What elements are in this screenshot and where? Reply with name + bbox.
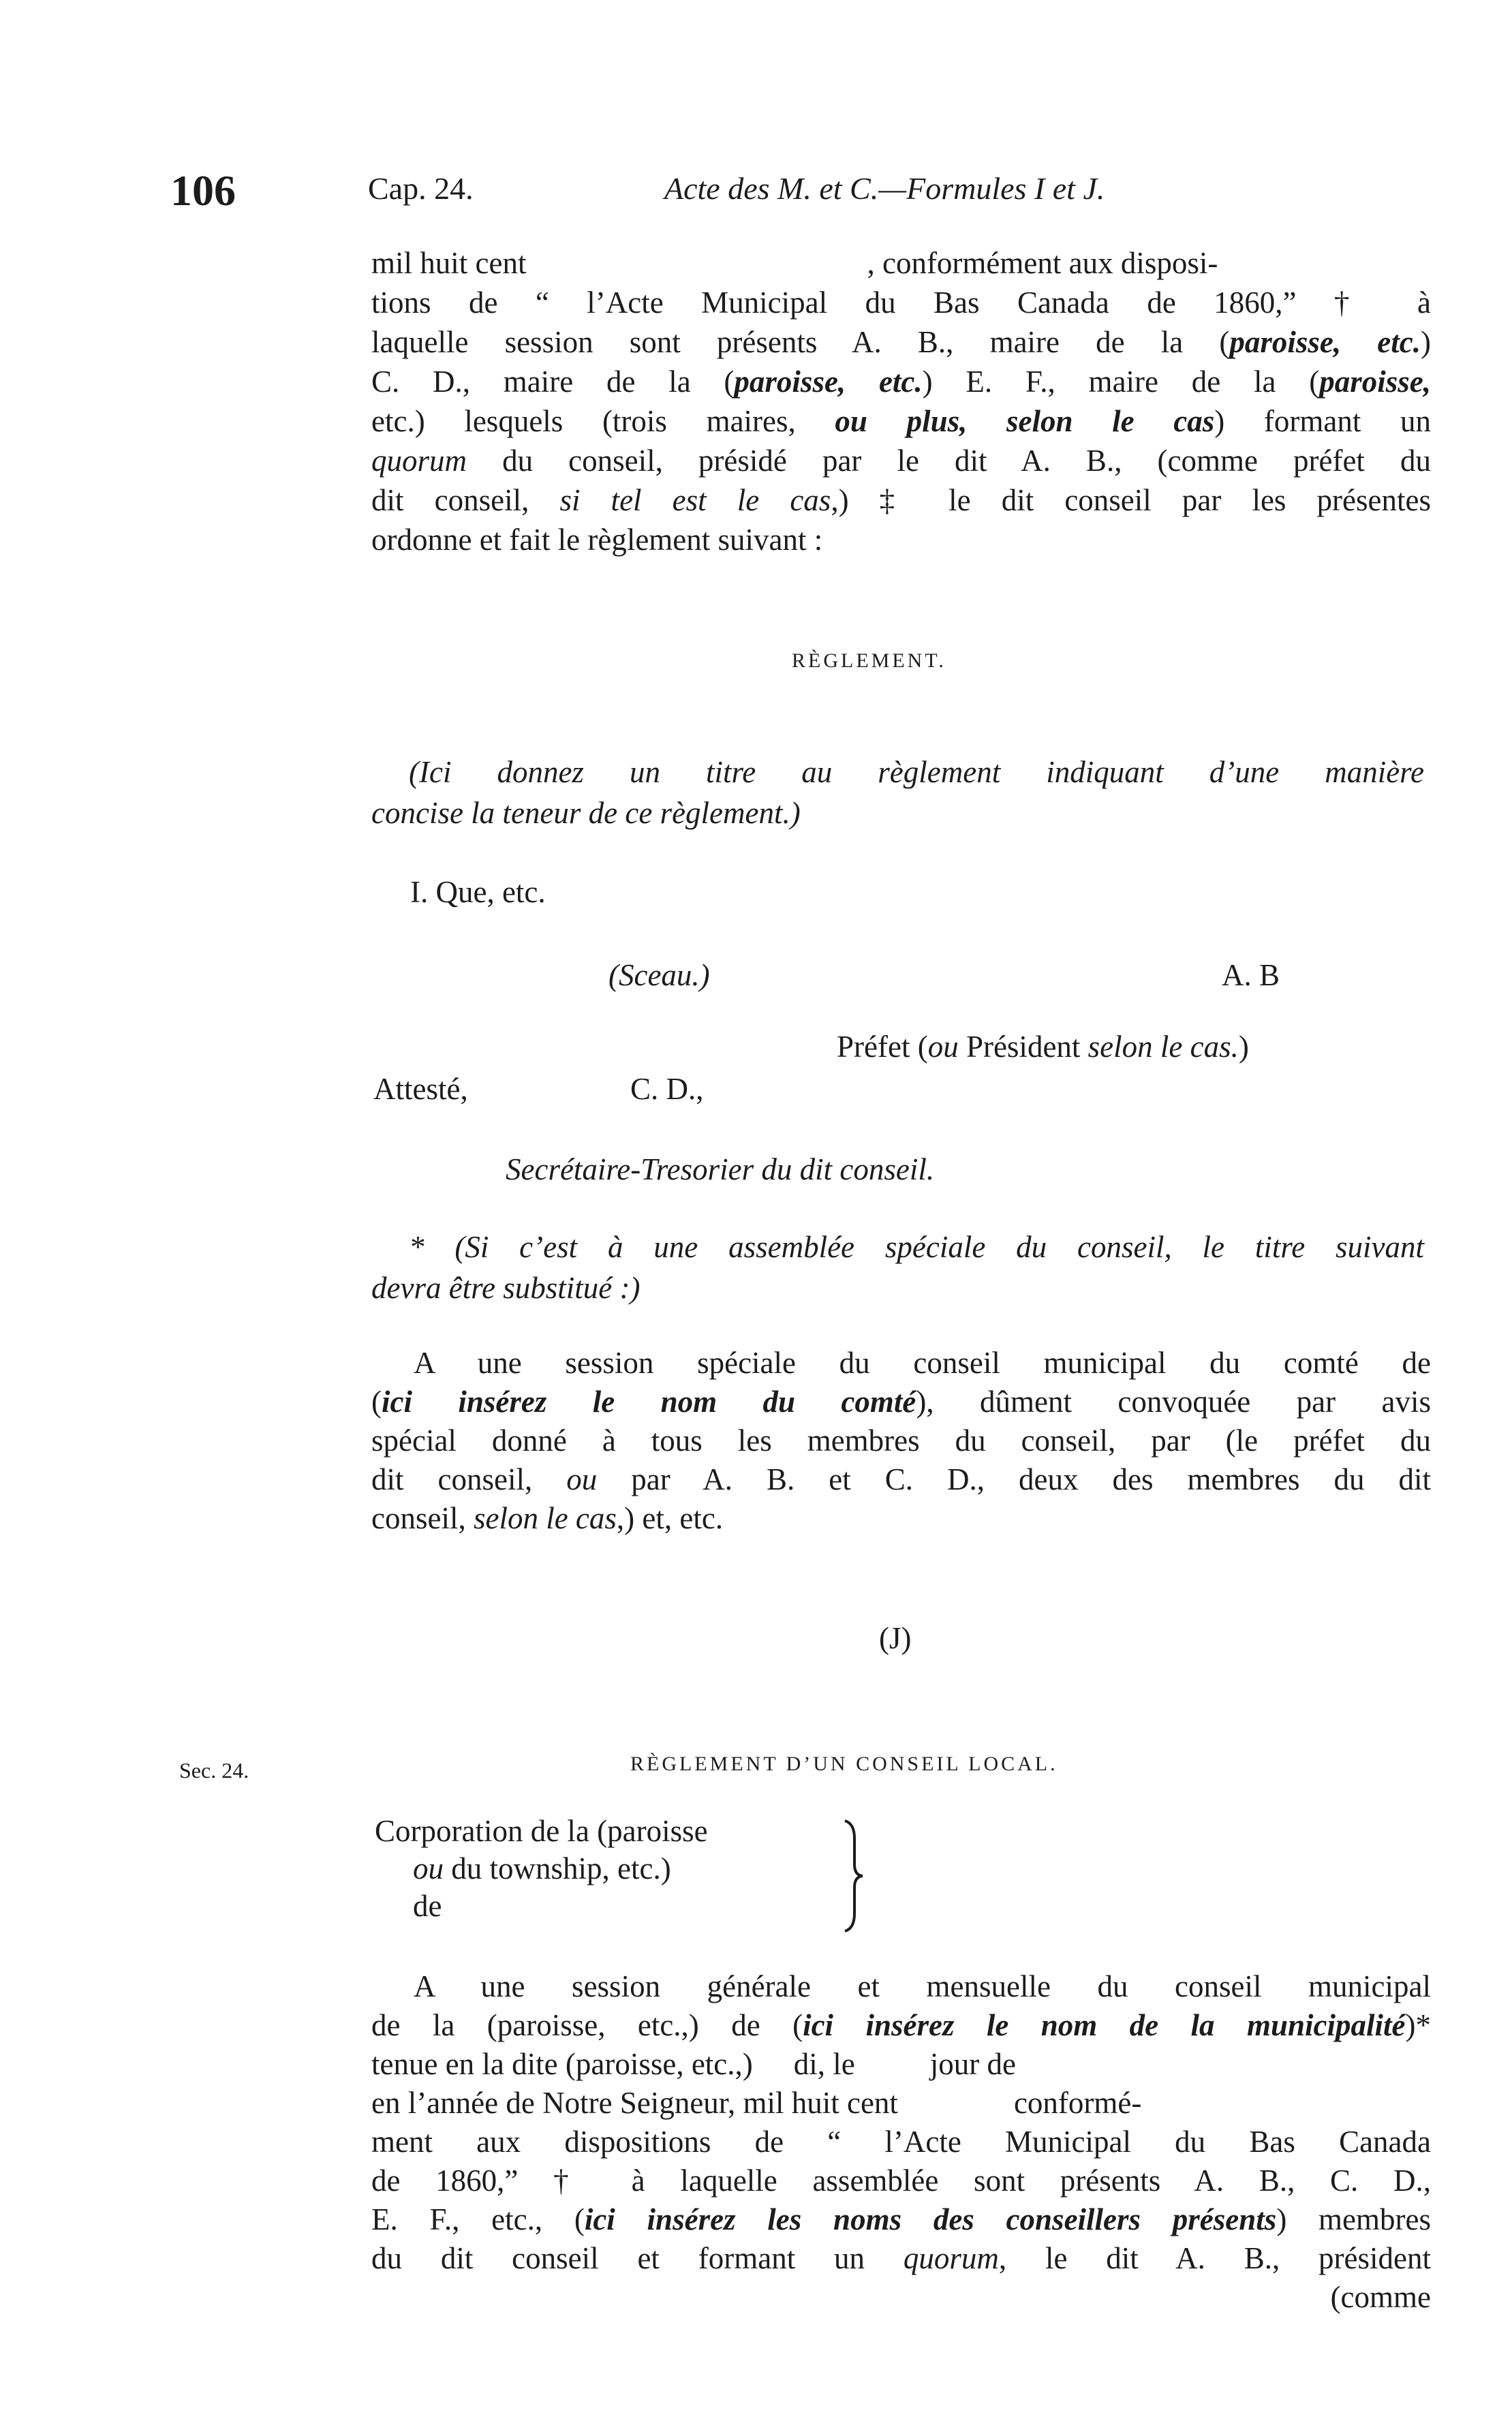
text-line: de 1860,” † à laquelle assemblée sont présents A. B., C. D., bbox=[371, 2164, 1431, 2198]
text-line: tenue en la dite (paroisse, etc.,) di, le jour de bbox=[371, 2047, 1016, 2081]
text-line: spécial donné à tous les membres du conseil, par (le préfet du bbox=[371, 1423, 1431, 1458]
paragraph-3 bbox=[371, 1967, 1431, 2317]
text-line: laquelle session sont présents A. B., maire de la (paroisse, etc.) bbox=[371, 325, 1431, 359]
signer-ab: A. B bbox=[1222, 958, 1280, 992]
text-line: de la (paroisse, etc.,) de (ici insérez le nom de la municipalité)* bbox=[371, 2008, 1431, 2042]
attested-label: Attesté, bbox=[373, 1072, 468, 1106]
paragraph-2 bbox=[371, 1344, 1431, 1538]
seal-label: (Sceau.) bbox=[608, 958, 710, 992]
text-line: quorum du conseil, présidé par le dit A. B., (comme préfet du bbox=[371, 444, 1431, 478]
text-line: mil huit cent , conformément aux disposi- bbox=[371, 246, 1218, 280]
page-number: 106 bbox=[170, 166, 236, 215]
text-line: dit conseil, si tel est le cas,) ‡ le dit conseil par les présentes bbox=[371, 483, 1431, 517]
section-j-label: (J) bbox=[879, 1621, 912, 1655]
secretary-title: Secrétaire-Tresorier du dit conseil. bbox=[506, 1152, 935, 1186]
text-line: A une session spéciale du conseil municipal du comté de bbox=[414, 1346, 1431, 1380]
text-line: du dit conseil et formant un quorum, le dit A. B., président bbox=[371, 2241, 1431, 2275]
signer-cd: C. D., bbox=[630, 1072, 704, 1106]
corporation-block: Corporation de la (paroisse ou du township, etc.) de bbox=[375, 1814, 708, 1923]
brace-icon bbox=[839, 1818, 867, 1934]
paragraph-1 bbox=[371, 243, 1431, 559]
text-line: E. F., etc., (ici insérez les noms des conseillers présents) membres bbox=[371, 2202, 1431, 2236]
clause-one: I. Que, etc. bbox=[410, 875, 546, 909]
text-line: ment aux dispositions de “ l’Acte Municipal du Bas Canada bbox=[371, 2125, 1431, 2159]
prefet-line: Préfet (ou Président selon le cas.) bbox=[837, 1030, 1249, 1064]
margin-note: Sec. 24. bbox=[179, 1758, 249, 1783]
text-line: conseil, selon le cas,) et, etc. bbox=[371, 1501, 724, 1535]
text-line: etc.) lesquels (trois maires, ou plus, selon le cas) formant un bbox=[371, 404, 1431, 438]
text-line: ordonne et fait le règlement suivant : bbox=[371, 523, 823, 557]
catchword: (comme bbox=[1330, 2280, 1431, 2314]
section-heading-local: RÈGLEMENT D’UN CONSEIL LOCAL. bbox=[630, 1753, 1058, 1775]
text-line: en l’année de Notre Seigneur, mil huit cent conformé- bbox=[371, 2086, 1142, 2120]
instruction-title: (Ici donnez un titre au règlement indiquant d’une manière concise la teneur de ce règlement.) bbox=[371, 755, 1424, 830]
running-title: Acte des M. et C.—Formules I et J. bbox=[664, 171, 1105, 206]
text-line: dit conseil, ou par A. B. et C. D., deux des membres du dit bbox=[371, 1462, 1432, 1496]
special-meeting-note: * (Si c’est à une assemblée spéciale du conseil, le titre suivant devra être substitué :) bbox=[371, 1230, 1424, 1305]
text-line: A une session générale et mensuelle du conseil municipal bbox=[414, 1969, 1431, 2003]
text-line: tions de “ l’Acte Municipal du Bas Canada de 1860,” † à bbox=[371, 286, 1431, 320]
text-line: C. D., maire de la (paroisse, etc.) E. F., maire de la (paroisse, bbox=[371, 365, 1431, 399]
text-line: (ici insérez le nom du comté), dûment convoquée par avis bbox=[371, 1385, 1431, 1419]
chapter-label: Cap. 24. bbox=[368, 171, 474, 206]
section-heading-reglement: RÈGLEMENT. bbox=[792, 649, 946, 672]
